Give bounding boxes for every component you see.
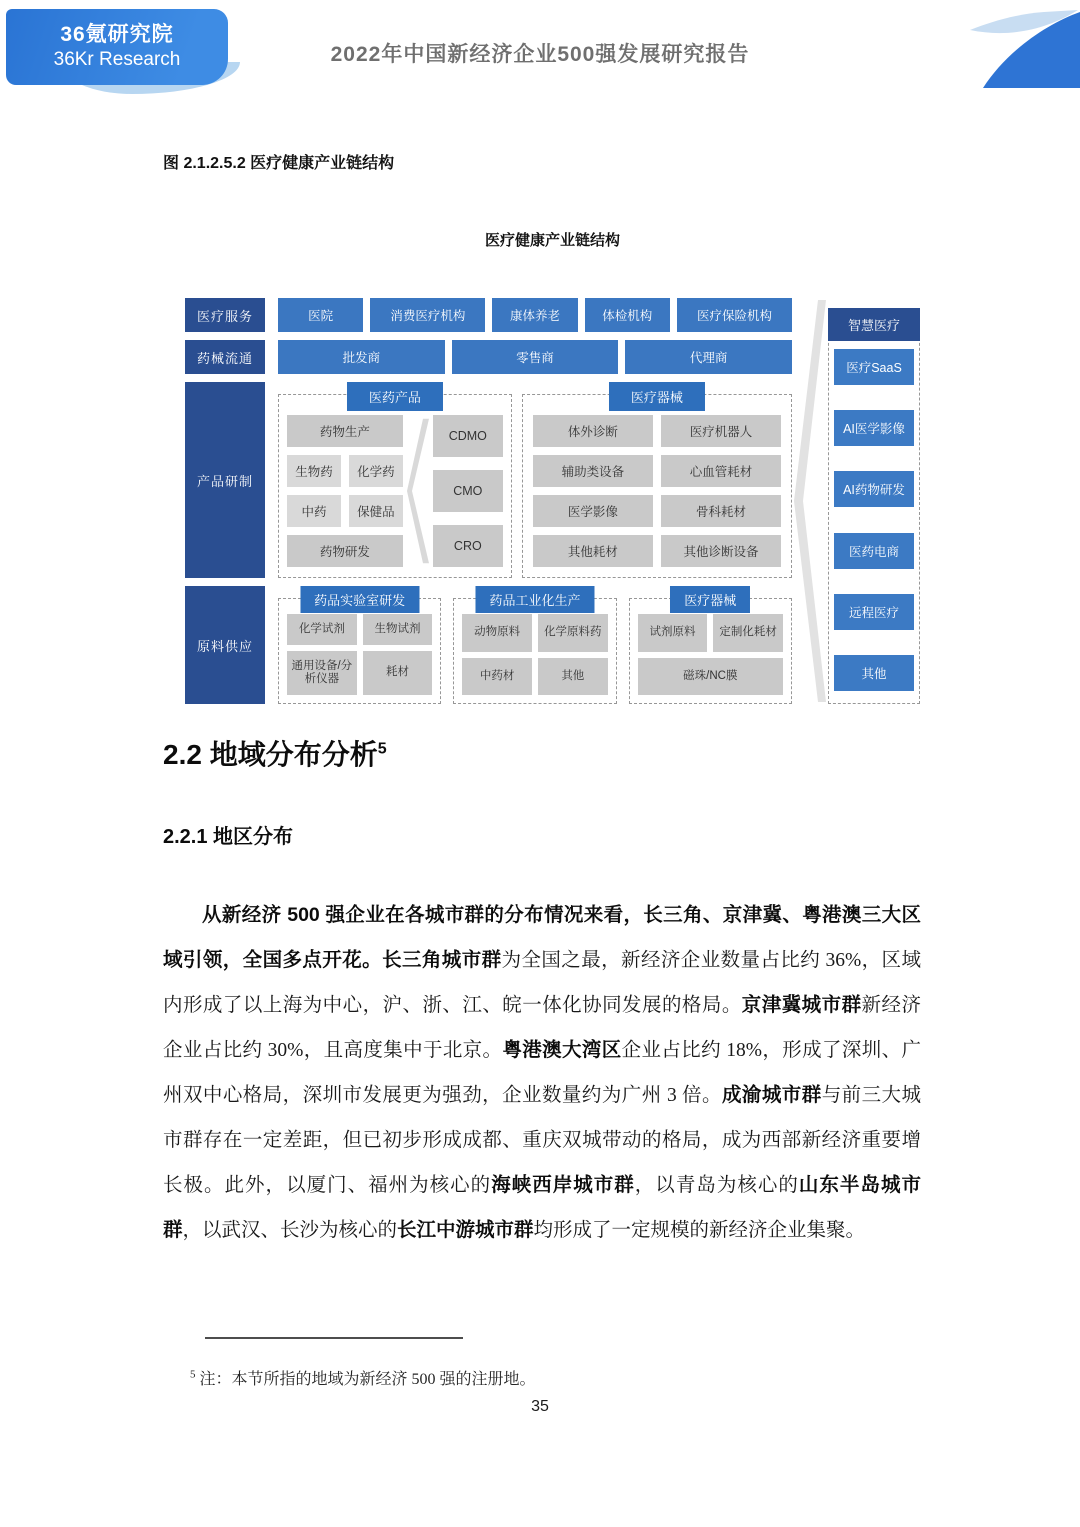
pharma-box-row xyxy=(287,535,403,567)
smart-medical-box: 医疗SaaS xyxy=(834,349,914,385)
diagram-title: 医疗健康产业链结构 xyxy=(484,232,620,249)
distribution-row xyxy=(278,340,792,374)
chain-box: 耗材 xyxy=(363,651,433,695)
big-left-chevron-icon xyxy=(794,298,826,704)
chain-box: 其他耗材 xyxy=(533,535,653,567)
medical-services-row xyxy=(278,298,792,332)
paragraph-segment: 长江中游城市群 xyxy=(397,1219,534,1241)
pharma-products-group xyxy=(278,390,512,578)
chain-box: 通用设备/分析仪器 xyxy=(287,651,357,695)
report-title: 2022年中国新经济企业500强发展研究报告 xyxy=(330,43,750,66)
group-header: 医疗器械 xyxy=(670,586,750,613)
pharma-box-row xyxy=(287,455,403,487)
row-label-medical-services: 医疗服务 xyxy=(185,298,265,332)
row-label-raw-supply: 原料供应 xyxy=(185,586,265,704)
chain-box: 其他 xyxy=(538,658,608,696)
paragraph-segment: 企业占比约 18%，形成了深圳、广州双中心格局，深圳市发展更为强劲，企业数量约为广州 3 倍。 xyxy=(163,1040,921,1106)
paragraph-segment: ，以武汉、长沙为核心的 xyxy=(182,1220,398,1241)
chain-box: 消费医疗机构 xyxy=(370,298,485,332)
left-chevron-icon xyxy=(407,415,429,567)
diagram-main-area xyxy=(278,298,792,704)
chain-box: 生物药 xyxy=(287,455,341,487)
chain-box: 定制化耗材 xyxy=(713,614,783,652)
row-label-distribution: 药械流通 xyxy=(185,340,265,374)
smart-medical-box: AI医学影像 xyxy=(834,410,914,446)
figure-caption: 图 2.1.2.5.2 医疗健康产业链结构 xyxy=(163,155,395,172)
raw-supply-group xyxy=(278,593,441,704)
chain-box: CMO xyxy=(433,470,503,512)
paragraph-segment: 长三角城市群 xyxy=(382,949,502,971)
chain-box: 医疗机器人 xyxy=(661,415,781,447)
smart-medical-box: 远程医疗 xyxy=(834,594,914,630)
paragraph-segment: 新经济企业占比约 30%，且高度集中于北京。 xyxy=(163,995,921,1061)
smart-medical-box: AI药物研发 xyxy=(834,471,914,507)
pharma-box-row xyxy=(287,415,403,447)
paragraph-segment: 粤港澳大湾区 xyxy=(502,1039,622,1061)
paragraph-segment: 京津冀城市群 xyxy=(741,994,862,1016)
smart-medical-column xyxy=(828,308,920,704)
chain-box: 药物研发 xyxy=(287,535,403,567)
row-label-product-dev: 产品研制 xyxy=(185,382,265,578)
chain-box: 批发商 xyxy=(278,340,445,374)
paragraph-segment: 为全国之最，新经济企业数量占比约 36%，区域内形成了以上海为中心，沪、浙、江、皖一体化协同发展的格局。 xyxy=(163,950,921,1016)
group-header: 药品工业化生产 xyxy=(475,586,594,613)
chain-box: 零售商 xyxy=(452,340,619,374)
chain-box: 医疗保险机构 xyxy=(677,298,792,332)
chain-box: 代理商 xyxy=(625,340,792,374)
paragraph-segment: 山东半岛城市群 xyxy=(163,1174,921,1241)
raw-supply-group xyxy=(453,593,616,704)
chain-box: 试剂原料 xyxy=(638,614,708,652)
paragraph-segment: 与前三大城市群存在一定差距，但已初步形成成都、重庆双城带动的格局，成为西部新经济重要增长极。此外，以厦门、福州为核心的 xyxy=(163,1085,921,1196)
chain-box: 其他诊断设备 xyxy=(661,535,781,567)
raw-supply-group xyxy=(629,593,792,704)
brand-name-en: 36Kr Research xyxy=(53,49,181,71)
chain-box: 体检机构 xyxy=(585,298,670,332)
medical-devices-group xyxy=(522,390,792,578)
brand-name-cn: 36氪研究院 xyxy=(60,23,174,46)
footnote xyxy=(190,1366,930,1389)
smart-medical-box: 其他 xyxy=(834,655,914,691)
chain-box: 药物生产 xyxy=(287,415,403,447)
chain-box: 体外诊断 xyxy=(533,415,653,447)
chain-box: 保健品 xyxy=(349,495,403,527)
body-paragraph xyxy=(163,893,921,1253)
paragraph-segment: 均形成了一定规模的新经济企业集聚。 xyxy=(533,1220,866,1241)
pharma-box-row xyxy=(287,495,403,527)
chain-box: 骨科耗材 xyxy=(661,495,781,527)
subsection-heading: 2.2.1 地区分布 xyxy=(163,826,294,848)
paragraph-segment: 海峡西岸城市群 xyxy=(491,1174,635,1196)
group-header-devices: 医疗器械 xyxy=(609,382,705,411)
section-heading-text: 2.2 地域分布分析 xyxy=(163,739,378,770)
paragraph-segment: 从新经济 500 强企业在各城市群的分布情况来看，长三角、京津冀、粤港澳三大区域引领，全国多点开花。 xyxy=(163,904,921,971)
section-heading-footnote-ref: 5 xyxy=(377,740,387,758)
raw-supply-row xyxy=(278,586,792,704)
chain-box: 生物试剂 xyxy=(363,614,433,645)
chain-box: 心血管耗材 xyxy=(661,455,781,487)
chain-box: 辅助类设备 xyxy=(533,455,653,487)
group-header: 药品实验室研发 xyxy=(300,586,419,613)
pharma-left-boxes xyxy=(287,415,403,567)
chain-box: 化学原料药 xyxy=(538,614,608,652)
footnote-number: 5 xyxy=(190,1368,196,1381)
chain-box: 医学影像 xyxy=(533,495,653,527)
footnote-divider xyxy=(205,1337,463,1339)
chain-box: 化学药 xyxy=(349,455,403,487)
raw-supply-grid xyxy=(630,599,791,703)
paragraph-segment: 成渝城市群 xyxy=(721,1084,822,1106)
chain-box: 康体养老 xyxy=(492,298,577,332)
group-header-pharma: 医药产品 xyxy=(347,382,443,411)
chain-box: CDMO xyxy=(433,415,503,457)
outsourcing-boxes xyxy=(433,415,503,567)
page-number: 35 xyxy=(531,1398,549,1415)
section-heading xyxy=(163,733,387,773)
chain-box: 化学试剂 xyxy=(287,614,357,645)
chain-box: 动物原料 xyxy=(462,614,532,652)
chain-box: 中药材 xyxy=(462,658,532,696)
industry-chain-diagram xyxy=(185,298,920,704)
product-development-row xyxy=(278,382,792,578)
footnote-text: 注：本节所指的地域为新经济 500 强的注册地。 xyxy=(199,1371,536,1388)
smart-medical-header: 智慧医疗 xyxy=(828,308,920,341)
chain-box: 中药 xyxy=(287,495,341,527)
smart-medical-box: 医药电商 xyxy=(834,533,914,569)
chain-box: 磁珠/NC膜 xyxy=(638,658,783,696)
paragraph-segment: ，以青岛为核心的 xyxy=(634,1175,799,1196)
row-label-column xyxy=(185,298,265,704)
chain-box: 医院 xyxy=(278,298,363,332)
chain-box: CRO xyxy=(433,525,503,567)
raw-supply-grid xyxy=(279,599,440,703)
raw-supply-grid xyxy=(454,599,615,703)
